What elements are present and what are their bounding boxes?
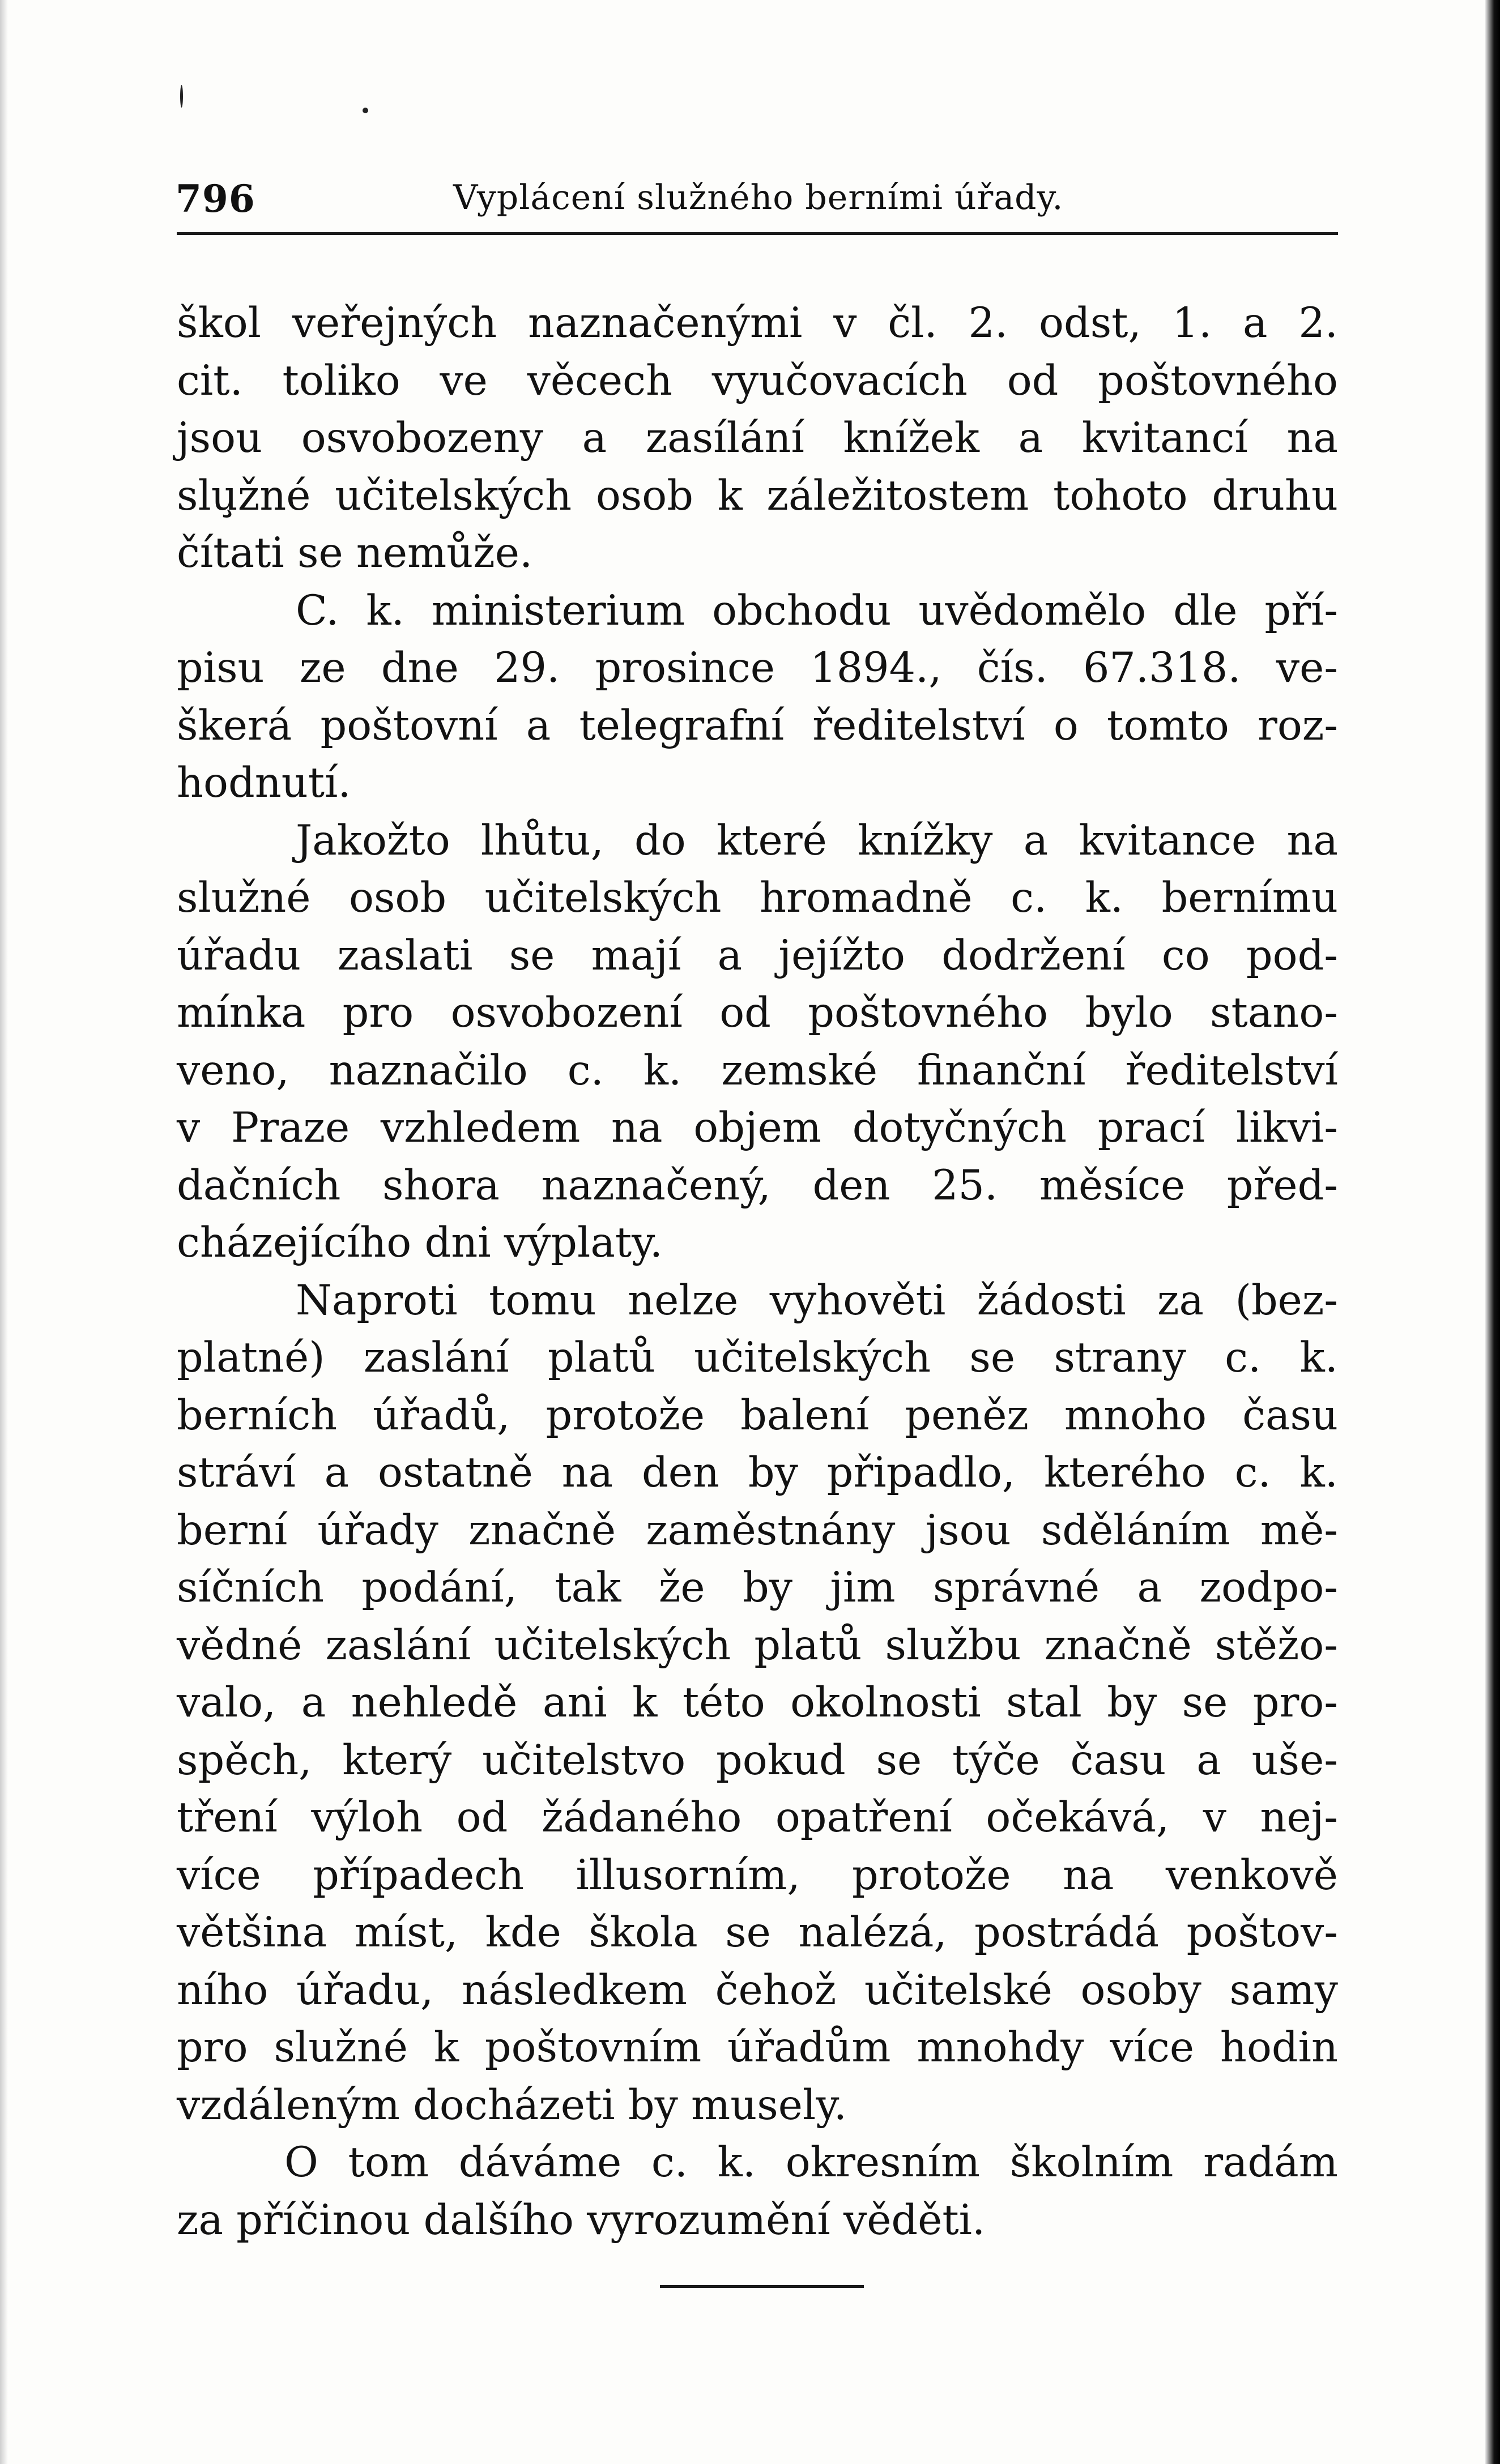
page-left-edge xyxy=(0,0,8,2464)
text-line: pro služné k poštovním úřadům mnohdy více hodin xyxy=(177,2023,1338,2072)
text-line: v Praze vzhledem na objem dotyčných prací likvi- xyxy=(177,1104,1338,1152)
header-rule xyxy=(177,232,1338,235)
running-title: Vyplácení služného berními úřady. xyxy=(453,178,1064,217)
body-text xyxy=(177,294,1338,2249)
text-line: Naproti tomu nelze vyhověti žádosti za (bez- xyxy=(296,1276,1338,1325)
text-line: spěch, který učitelstvo pokud se týče času a uše- xyxy=(177,1736,1338,1784)
text-line: za příčinou dalšího vyrozumění věděti. xyxy=(177,2196,986,2244)
text-line: většina míst, kde škola se nalézá, postrádá poštov- xyxy=(177,1908,1338,1957)
text-line: berní úřady značně zaměstnány jsou sděláním mě- xyxy=(177,1506,1338,1555)
text-line: O tom dáváme c. k. okresním školním radám xyxy=(284,2138,1338,2187)
text-line: síčních podání, tak že by jim správné a zodpo- xyxy=(177,1564,1338,1612)
page-number: 796 xyxy=(176,177,255,221)
text-line: veno, naznačilo c. k. zemské finanční ředitelství xyxy=(177,1046,1338,1095)
page-right-edge xyxy=(1485,0,1500,2464)
text-line: C. k. ministerium obchodu uvědomělo dle pří- xyxy=(296,586,1338,635)
text-line: Jakožto lhůtu, do které knížky a kvitance na xyxy=(296,816,1338,865)
text-line: více případech illusorním, protože na venkově xyxy=(177,1851,1338,1899)
end-rule xyxy=(660,2285,864,2288)
text-line: vědné zaslání učitelských platů službu značně stěžo- xyxy=(177,1621,1338,1669)
text-line: stráví a ostatně na den by připadlo, kterého c. k. xyxy=(177,1449,1338,1497)
text-line: valo, a nehledě ani k této okolnosti stal by se pro- xyxy=(177,1679,1338,1727)
text-line: jsou osvobozeny a zasílání knížek a kvitancí na xyxy=(177,414,1338,462)
text-line: dačních shora naznačený, den 25. měsíce před- xyxy=(177,1161,1338,1210)
text-line: čítati se nemůže. xyxy=(177,529,533,577)
page-header xyxy=(176,170,1343,227)
text-line: cit. toliko ve věcech vyučovacích od poštovného xyxy=(177,356,1338,405)
scan-speck xyxy=(363,108,368,113)
text-line: mínka pro osvobození od poštovného bylo stano- xyxy=(177,989,1338,1037)
text-line: vzdáleným docházeti by musely. xyxy=(177,2081,847,2129)
text-line: škerá poštovní a telegrafní ředitelství o tomto roz- xyxy=(177,701,1338,750)
text-line: škol veřejných naznačenými v čl. 2. odst, 1. a 2. xyxy=(177,299,1338,347)
text-line: tření výloh od žádaného opatření očekává, v nej- xyxy=(177,1793,1338,1842)
text-line: ního úřadu, následkem čehož učitelské osoby samy xyxy=(177,1966,1338,2014)
text-line: platné) zaslání platů učitelských se strany c. k. xyxy=(177,1334,1338,1382)
text-line: berních úřadů, protože balení peněz mnoho času xyxy=(177,1391,1338,1440)
scan-speck xyxy=(180,85,183,108)
text-line: úřadu zaslati se mají a jejížto dodržení co pod- xyxy=(177,931,1338,980)
text-line: slu̧žné učitelských osob k záležitostem tohoto druhu xyxy=(177,471,1338,520)
text-line: hodnutí. xyxy=(177,759,351,807)
text-line: pisu ze dne 29. prosince 1894., čís. 67.318. ve- xyxy=(177,644,1338,692)
text-line: cházejícího dni výplaty. xyxy=(177,1219,663,1267)
text-line: služné osob učitelských hromadně c. k. bernímu xyxy=(177,874,1338,922)
